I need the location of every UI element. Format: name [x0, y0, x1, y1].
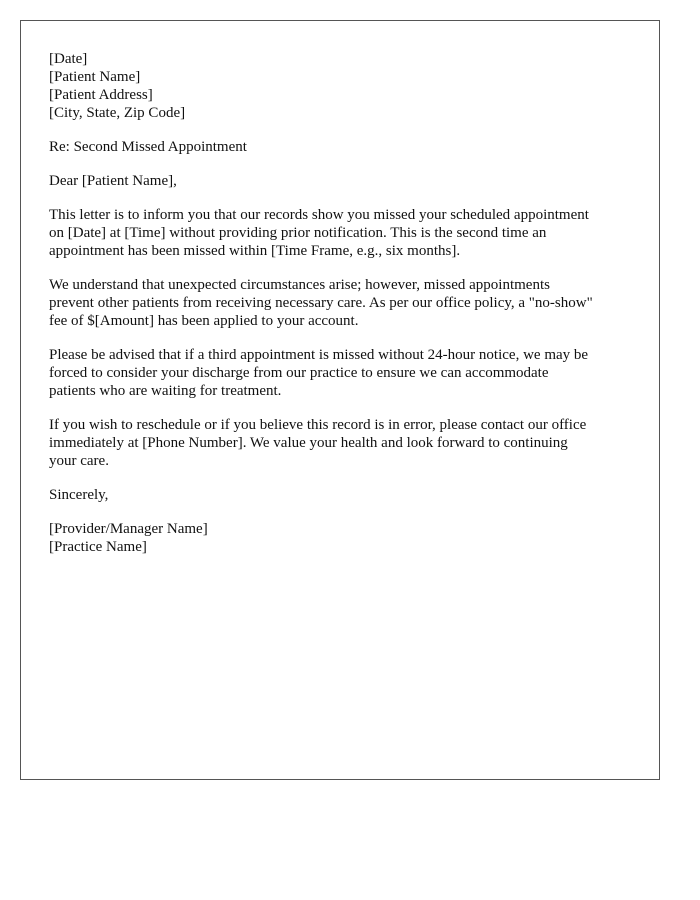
practice-name-line: [Practice Name] [49, 539, 147, 555]
paragraph-warning [49, 346, 635, 400]
address-block [49, 50, 635, 122]
paragraph-line: We understand that unexpected circumstances arise; however, missed appointments [49, 277, 550, 293]
date-line: [Date] [49, 51, 88, 67]
patient-address-line: [Patient Address] [49, 87, 153, 103]
paragraph-line: If you wish to reschedule or if you believe this record is in error, please contact our office [49, 417, 587, 433]
subject-line: Re: Second Missed Appointment [49, 139, 247, 155]
paragraph-line: on [Date] at [Time] without providing prior notification. This is the second time an [49, 225, 547, 241]
paragraph-line: patients who are waiting for treatment. [49, 383, 282, 399]
paragraph-line: your care. [49, 453, 109, 469]
provider-name-line: [Provider/Manager Name] [49, 521, 208, 537]
salutation: Dear [Patient Name], [49, 173, 177, 189]
paragraph-line: This letter is to inform you that our records show you missed your scheduled appointment [49, 207, 589, 223]
paragraph-policy [49, 276, 635, 330]
paragraph-line: fee of $[Amount] has been applied to your account. [49, 313, 359, 329]
paragraph-contact [49, 416, 635, 470]
letter-body [49, 50, 635, 556]
paragraph-line: forced to consider your discharge from our practice to ensure we can accommodate [49, 365, 549, 381]
paragraph-line: Please be advised that if a third appointment is missed without 24-hour notice, we may be [49, 347, 589, 363]
signature-block [49, 520, 635, 556]
paragraph-line: appointment has been missed within [Time Frame, e.g., six months]. [49, 243, 461, 259]
paragraph-line: prevent other patients from receiving necessary care. As per our office policy, a "no-show" [49, 295, 593, 311]
paragraph-line: immediately at [Phone Number]. We value your health and look forward to continuing [49, 435, 568, 451]
closing: Sincerely, [49, 487, 109, 503]
paragraph-notice [49, 206, 635, 260]
patient-name-line: [Patient Name] [49, 69, 141, 85]
letter-page [20, 20, 660, 780]
city-state-zip-line: [City, State, Zip Code] [49, 105, 186, 121]
